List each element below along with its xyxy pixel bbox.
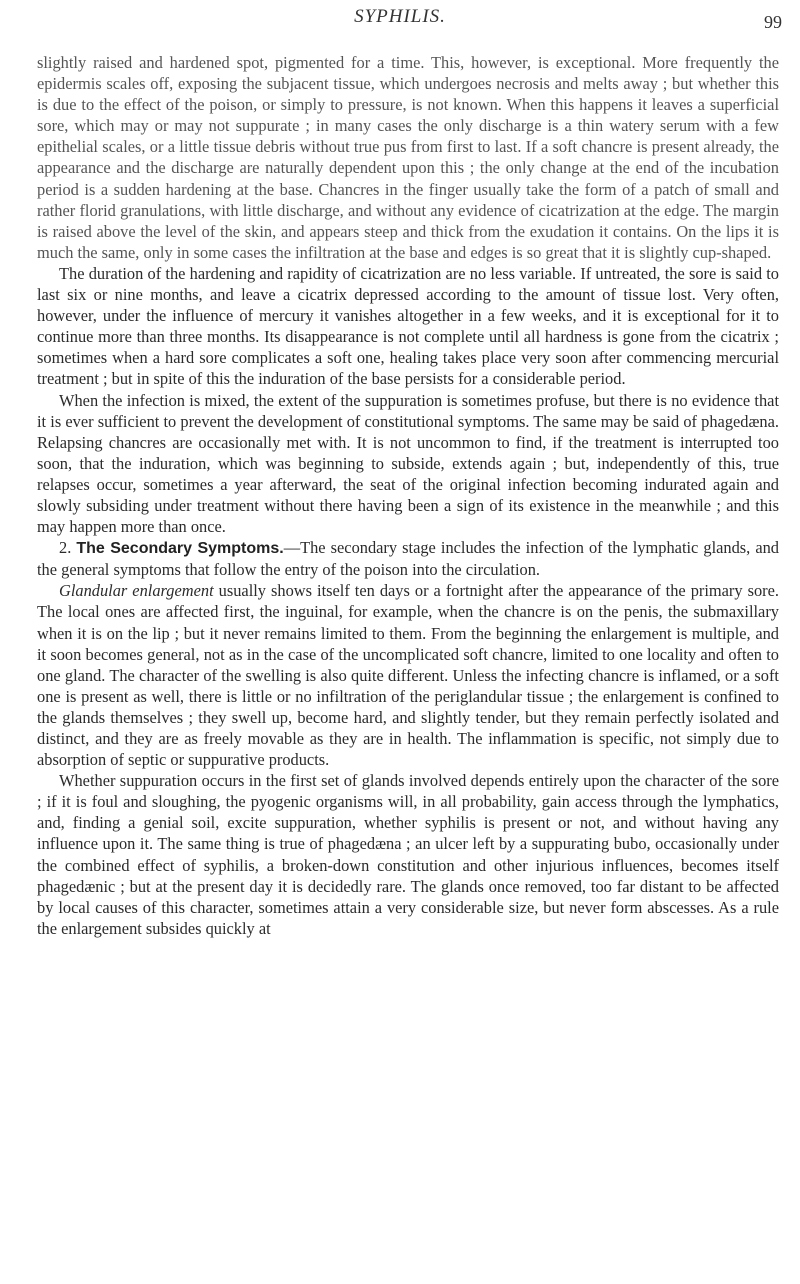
- page-body: [37, 52, 779, 939]
- paragraph-duration: The duration of the hardening and rapidity of cicatrization are no less variable. If untreated, the sore is said to last six or nine months, and leave a cicatrix depressed according to the amount of tissue lost. Very often, however, under the influence of mercury it vanishes altogether in a few weeks, and it is exceptional for it to continue more than three months. Its disappearance is not complete until all hardness is gone from the cicatrix ; sometimes when a hard sore complicates a soft one, healing takes place very soon after commencing mercurial treatment ; but in spite of this the induration of the base persists for a considerable period.: [37, 263, 779, 389]
- paragraph-glandular-enlargement: [37, 580, 779, 770]
- running-title: SYPHILIS.: [354, 6, 446, 27]
- paragraph-mixed-infection: When the infection is mixed, the extent of the suppuration is sometimes profuse, but there is no evidence that it is ever sufficient to prevent the development of constitutional symptoms. The same may be said of phagedæna. Relapsing chancres are occasionally met with. It is not uncommon to find, if the treatment is interrupted too soon, that the induration, which was beginning to subside, extends again ; but, independently of this, true relapses occur, sometimes a year afterward, the seat of the original infection becoming indurated again and slowly subsiding under treatment without there having been a sign of its existence in the meanwhile ; and this may happen more than once.: [37, 390, 779, 537]
- page-number: 99: [764, 12, 782, 32]
- section-number: 2.: [59, 538, 72, 558]
- italic-term: Glandular enlargement: [59, 581, 214, 601]
- glandular-text: usually shows itself ten days or a fortnight after the appearance of the primary sore. The local ones are affected first, the inguinal, for example, when the chancre is on the penis, the submaxillary when it is on the lip ; but it never remains limited to them. From the beginning the enlargement is multiple, and it soon becomes general, not as in the case of the uncomplicated soft chancre, limited to one locality and often to one gland. The character of the swelling is also quite different. Unless the infecting chancre is inflamed, or a soft one is present as well, there is little or no infiltration of the periglandular tissue ; the enlargement is confined to the glands themselves ; they swell up, become hard, and slightly tender, but they remain perfectly isolated and distinct, and they are as freely movable as they are in health. The inflammation is specific, not simply due to absorption of septic or suppurative products.: [37, 581, 779, 770]
- section-intro-text: —The secondary stage includes the infection of the lymphatic glands, and the general symptoms that follow the entry of the poison into the circulation.: [37, 538, 780, 580]
- paragraph-continuation: slightly raised and hardened spot, pigmented for a time. This, however, is exceptional. More frequently the epidermis scales off, exposing the subjacent tissue, which undergoes necrosis and melts away ; but whether this is due to the effect of the poison, or simply to pressure, is not known. When this happens it leaves a superficial sore, which may or may not suppurate ; in many cases the only discharge is a thin watery serum with a few epithelial scales, or a little tissue debris without true pus from first to last. If a soft chancre is present already, the appearance and the discharge are naturally dependent upon this ; the only change at the end of the incubation period is a sudden hardening at the base. Chancres in the finger usually take the form of a patch of small and rather florid granulations, with little discharge, and without any evidence of cicatrization at the edge. The margin is raised above the level of the skin, and appears steep and thick from the exudation it contains. On the lips it is much the same, only in some cases the infiltration at the base and edges is so great that it is slightly cup-shaped.: [37, 53, 779, 262]
- paragraph-secondary-symptoms: [37, 537, 779, 580]
- page-header: [0, 0, 800, 40]
- paragraph-suppuration: Whether suppuration occurs in the first set of glands involved depends entirely upon the character of the sore ; if it is foul and sloughing, the pyogenic organisms will, in all probability, gain access through the lymphatics, and, finding a genial soil, excite suppuration, whether syphilis is present or not, and without having any influence upon it. The same thing is true of phagedæna ; an ulcer left by a suppurating bubo, occasionally under the combined effect of syphilis, a broken-down constitution and other injurious influences, becomes itself phagedænic ; but at the present day it is decidedly rare. The glands once removed, too far distant to be affected by local causes of this character, sometimes attain a very considerable size, but never form abscesses. As a rule the enlargement subsides quickly at: [37, 771, 779, 938]
- section-heading: The Secondary Symptoms.: [76, 540, 284, 558]
